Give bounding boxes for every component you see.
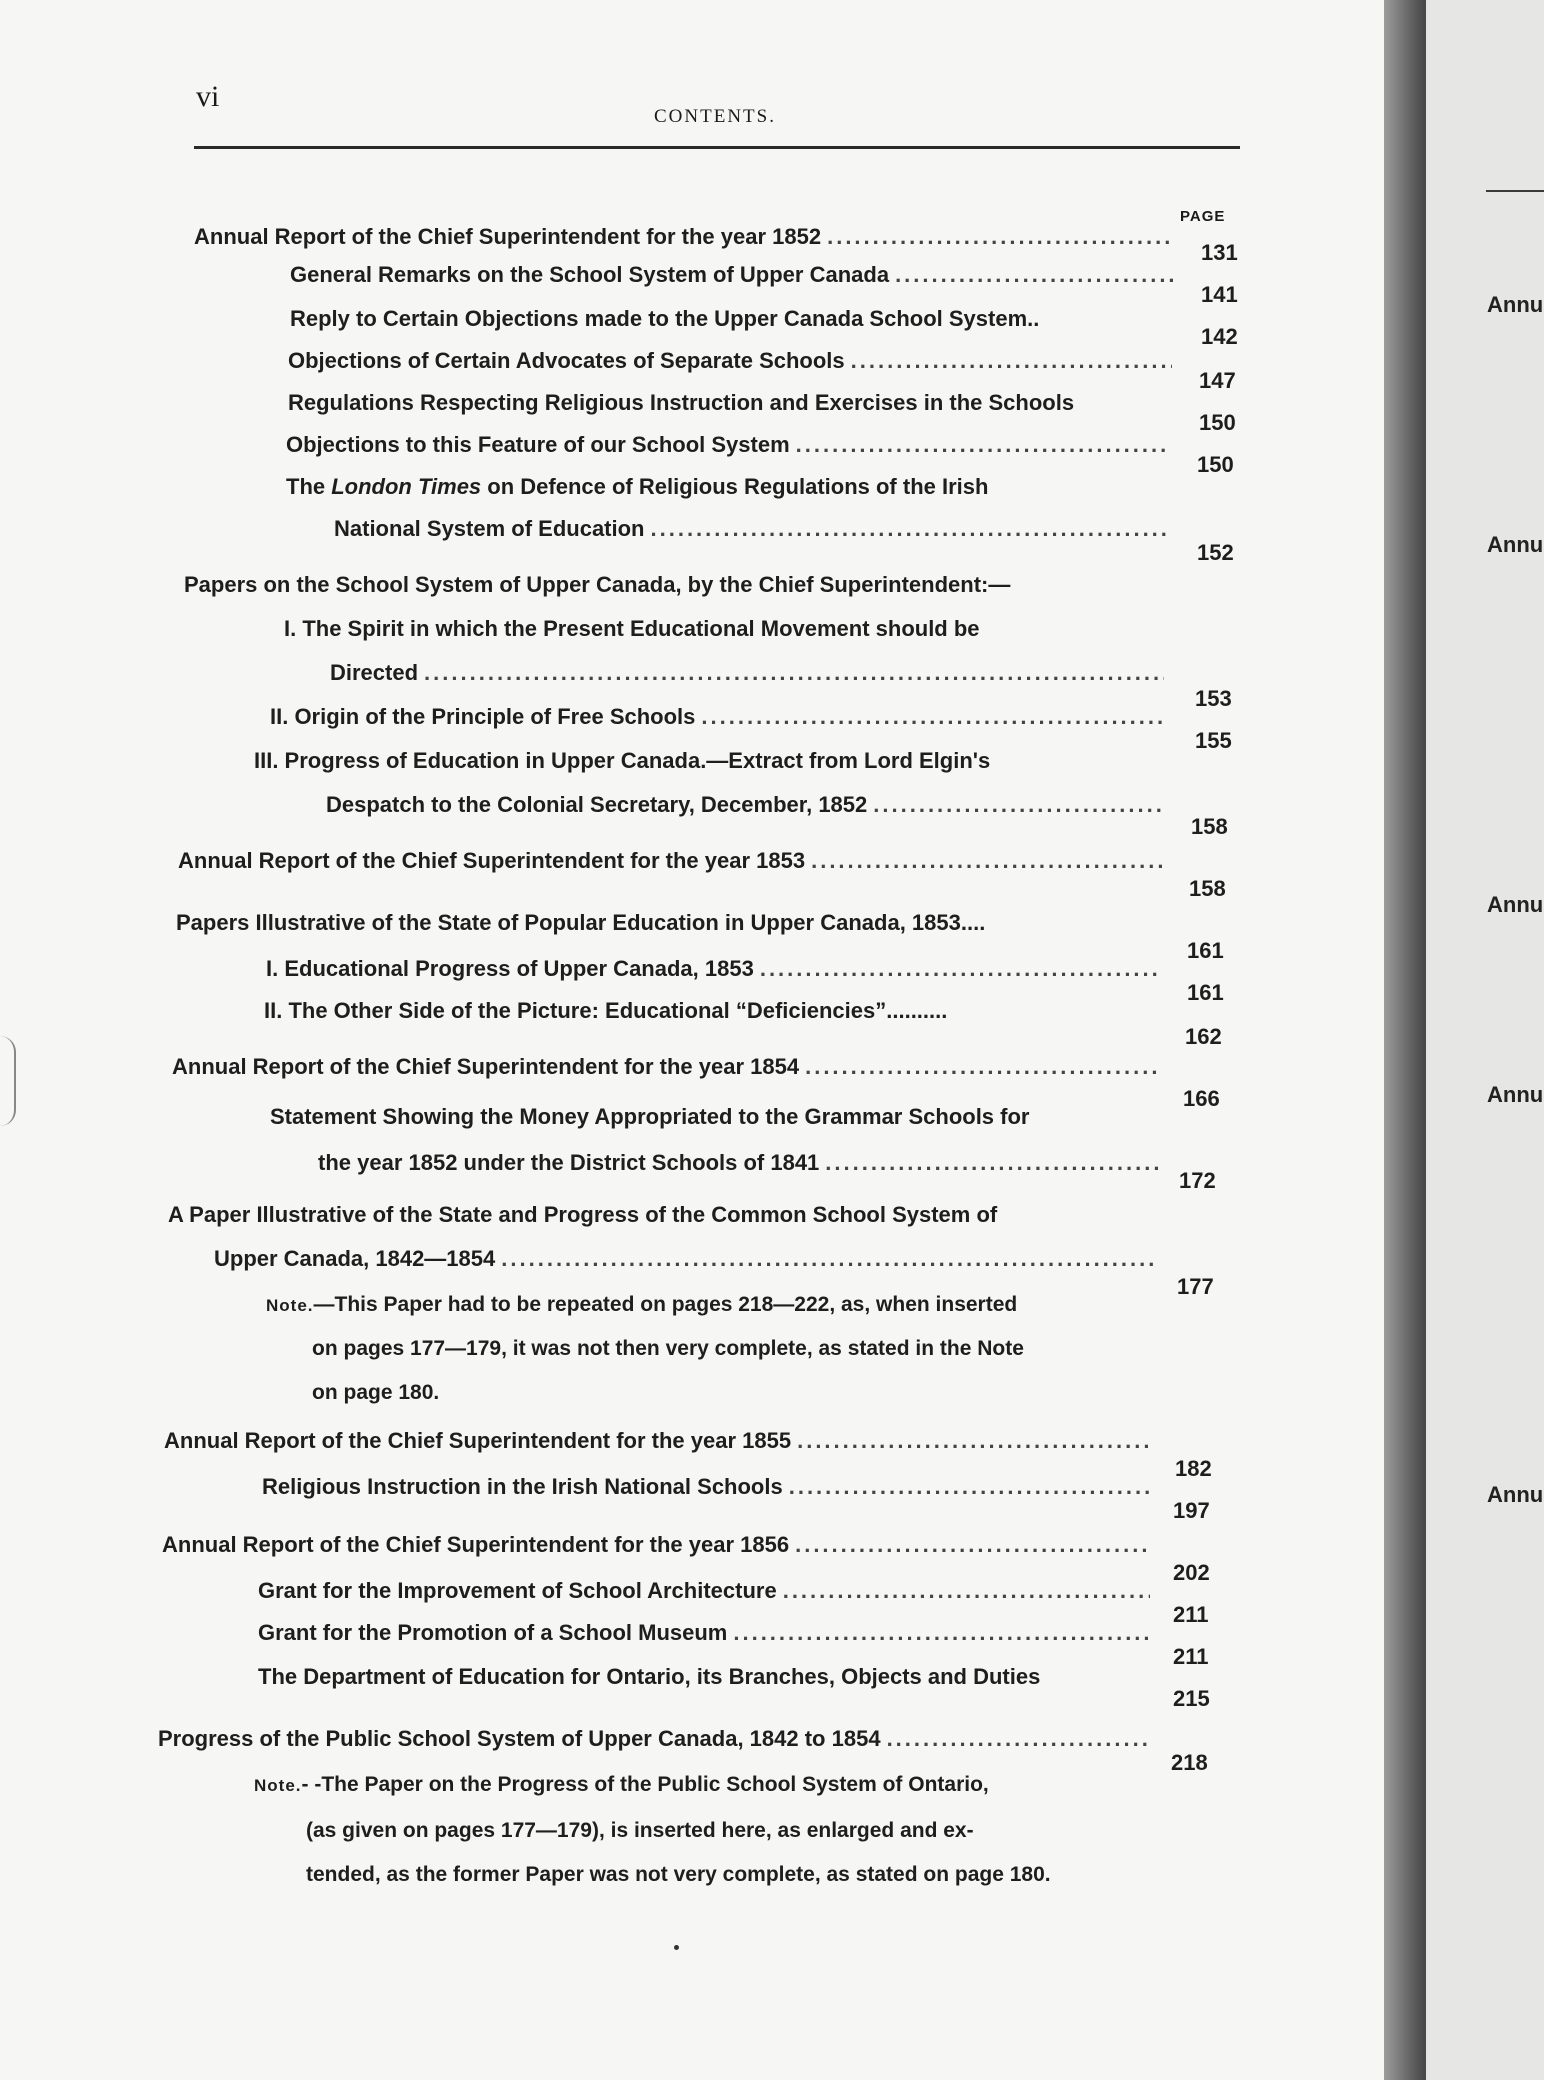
toc-entry-title: Progress of the Public School System of Upper Canada, 1842 to 1854 xyxy=(158,1726,881,1751)
toc-entry-title: II. The Other Side of the Picture: Educational “Deficiencies”.......... xyxy=(264,998,948,1023)
leader-dots xyxy=(895,262,1174,288)
toc-entry-continuation xyxy=(318,1150,1164,1176)
toc-entry xyxy=(178,848,1168,874)
page-folio: vi xyxy=(196,80,220,113)
toc-note-line: on pages 177—179, it was not then very complete, as stated in the Note xyxy=(312,1337,1024,1360)
toc-note xyxy=(254,1772,989,1799)
page-column-label: PAGE xyxy=(1180,208,1226,225)
toc-entry-title: Annual Report of the Chief Superintendent for the year 1855 xyxy=(164,1428,792,1453)
facing-page-fragment: Annu xyxy=(1487,1082,1544,1107)
toc-page-number: 211 xyxy=(1173,1644,1209,1669)
toc-entry xyxy=(270,704,1170,730)
toc-entry xyxy=(264,998,947,1024)
toc-page-number: 155 xyxy=(1195,728,1232,753)
toc-entry-title-cont: Despatch to the Colonial Secretary, December, 1852 xyxy=(326,792,868,817)
toc-entry-title: Annual Report of the Chief Superintendent for the year 1854 xyxy=(172,1054,800,1079)
facing-page-fragment: Annu xyxy=(1487,532,1544,557)
toc-entry xyxy=(194,224,1180,250)
toc-entry xyxy=(266,956,1166,982)
leader-dots xyxy=(851,348,1172,374)
toc-page-number: 153 xyxy=(1195,686,1232,711)
toc-entry xyxy=(254,748,990,774)
toc-entry-title: Regulations Respecting Religious Instruction and Exercises in the Schools xyxy=(288,390,1075,415)
leader-dots xyxy=(887,1726,1148,1752)
toc-page-number: 150 xyxy=(1199,410,1236,435)
toc-entry xyxy=(258,1578,1156,1604)
facing-page-rule xyxy=(1486,190,1544,192)
toc-entry-title-post: on Defence of Religious Regulations of the Irish xyxy=(481,474,989,499)
toc-page-number: 158 xyxy=(1189,876,1226,901)
leader-dots xyxy=(825,1150,1158,1176)
toc-entry-continuation xyxy=(334,516,1176,542)
toc-page-number: 162 xyxy=(1185,1024,1222,1049)
leader-dots xyxy=(827,224,1174,250)
toc-entry-title: Grant for the Promotion of a School Museum xyxy=(258,1620,728,1645)
toc-entry-continuation xyxy=(214,1246,1160,1272)
toc-entry-title-cont: Upper Canada, 1842—1854 xyxy=(214,1246,496,1271)
leader-dots xyxy=(733,1620,1150,1646)
toc-entry xyxy=(162,1532,1156,1558)
facing-page xyxy=(1426,0,1544,2080)
toc-entry-title-cont: Directed xyxy=(330,660,419,685)
toc-page-number: 150 xyxy=(1197,452,1234,477)
leader-dots xyxy=(805,1054,1160,1080)
toc-entry xyxy=(164,1428,1158,1454)
facing-page-fragment: Annu xyxy=(1487,292,1544,317)
leader-dots xyxy=(811,848,1162,874)
toc-note-line: (as given on pages 177—179), is inserted here, as enlarged and ex- xyxy=(306,1819,974,1842)
toc-page-number: 152 xyxy=(1197,540,1234,565)
page-edge-mark xyxy=(0,1036,16,1126)
toc-note xyxy=(266,1292,1017,1319)
toc-entry-title: Grant for the Improvement of School Architecture xyxy=(258,1578,777,1603)
toc-entry xyxy=(270,1104,1029,1130)
toc-page-number: 166 xyxy=(1183,1086,1220,1111)
leader-dots xyxy=(424,660,1164,686)
toc-entry-title: Statement Showing the Money Appropriated to the Grammar Schools for xyxy=(270,1104,1030,1129)
toc-entry xyxy=(286,474,988,500)
toc-entry-title: Religious Instruction in the Irish National Schools xyxy=(262,1474,783,1499)
running-head: CONTENTS. xyxy=(654,106,776,127)
toc-note-line: tended, as the former Paper was not very complete, as stated on page 180. xyxy=(306,1863,1051,1886)
toc-entry-title: Objections of Certain Advocates of Separate Schools xyxy=(288,348,845,373)
toc-page-number: 182 xyxy=(1175,1456,1212,1481)
leader-dots xyxy=(501,1246,1154,1272)
toc-entry-title: Reply to Certain Objections made to the Upper Canada School System.. xyxy=(290,306,1040,331)
toc-section-heading xyxy=(184,572,1010,598)
toc-entry-title: Annual Report of the Chief Superintendent for the year 1853 xyxy=(178,848,806,873)
toc-entry-title: Objections to this Feature of our School System xyxy=(286,432,790,457)
toc-page-number: 215 xyxy=(1173,1686,1210,1711)
toc-entry-title: II. Origin of the Principle of Free Schools xyxy=(270,704,696,729)
toc-entry xyxy=(168,1202,997,1228)
facing-page-fragment: Annu xyxy=(1487,892,1544,917)
toc-page-number: 211 xyxy=(1173,1602,1209,1627)
toc-entry xyxy=(158,1726,1154,1752)
toc-entry xyxy=(290,306,1039,332)
leader-dots xyxy=(760,956,1160,982)
note-label: Note. xyxy=(266,1296,314,1315)
note-text: - -The Paper on the Progress of the Public School System of Ontario, xyxy=(301,1773,989,1796)
toc-page-number: 141 xyxy=(1201,282,1238,307)
toc-entry xyxy=(172,1054,1166,1080)
toc-entry xyxy=(286,432,1176,458)
toc-page-number: 161 xyxy=(1187,938,1224,963)
toc-entry xyxy=(288,348,1178,374)
toc-entry xyxy=(258,1620,1156,1646)
toc-entry-title-italic: London Times xyxy=(331,474,482,499)
toc-entry-continuation xyxy=(330,660,1170,686)
toc-entry xyxy=(284,616,980,642)
facing-page-fragment: Annu xyxy=(1487,1482,1544,1507)
leader-dots xyxy=(701,704,1164,730)
toc-note-line: on page 180. xyxy=(312,1381,440,1404)
leader-dots xyxy=(796,432,1170,458)
toc-entry xyxy=(258,1664,1040,1690)
toc-page-number: 142 xyxy=(1201,324,1238,349)
toc-page-number: 202 xyxy=(1173,1560,1210,1585)
leader-dots xyxy=(651,516,1171,542)
toc-entry-title: Annual Report of the Chief Superintendent for the year 1852 xyxy=(194,224,822,249)
toc-entry-title: A Paper Illustrative of the State and Progress of the Common School System of xyxy=(168,1202,998,1227)
toc-entry-title-cont: the year 1852 under the District Schools of 1841 xyxy=(318,1150,820,1175)
toc-entry-continuation xyxy=(326,792,1170,818)
toc-page-number: 218 xyxy=(1171,1750,1208,1775)
toc-page-number: 197 xyxy=(1173,1498,1210,1523)
note-label: Note. xyxy=(254,1776,302,1795)
toc-page-number: 158 xyxy=(1191,814,1228,839)
toc-page-number: 177 xyxy=(1177,1274,1214,1299)
toc-entry-title: Annual Report of the Chief Superintendent for the year 1856 xyxy=(162,1532,790,1557)
toc-entry-title: Papers Illustrative of the State of Popular Education in Upper Canada, 1853.... xyxy=(176,910,986,935)
toc-entry-title: I. Educational Progress of Upper Canada, 1853 xyxy=(266,956,754,981)
toc-page-number: 147 xyxy=(1199,368,1236,393)
toc-entry xyxy=(176,910,985,936)
toc-page-number: 161 xyxy=(1187,980,1224,1005)
leader-dots xyxy=(795,1532,1150,1558)
leader-dots xyxy=(789,1474,1152,1500)
toc-page-number: 131 xyxy=(1201,240,1238,265)
toc-entry-title: Papers on the School System of Upper Canada, by the Chief Superintendent:— xyxy=(184,572,1011,597)
toc-entry-title: General Remarks on the School System of Upper Canada xyxy=(290,262,890,287)
toc-page-number: 172 xyxy=(1179,1168,1216,1193)
toc-entry xyxy=(290,262,1180,288)
toc-entry xyxy=(288,390,1074,416)
leader-dots xyxy=(783,1578,1150,1604)
ink-speck xyxy=(674,1945,679,1950)
toc-entry-title-pre: The xyxy=(286,474,332,499)
leader-dots xyxy=(797,1428,1152,1454)
toc-entry-title: The Department of Education for Ontario, its Branches, Objects and Duties xyxy=(258,1664,1041,1689)
toc-entry-title: I. The Spirit in which the Present Educational Movement should be xyxy=(284,616,980,641)
note-text: —This Paper had to be repeated on pages 218—222, as, when inserted xyxy=(313,1293,1018,1316)
toc-entry-title-cont: National System of Education xyxy=(334,516,645,541)
toc-entry xyxy=(262,1474,1158,1500)
toc-entry-title: III. Progress of Education in Upper Canada.—Extract from Lord Elgin's xyxy=(254,748,991,773)
leader-dots xyxy=(873,792,1164,818)
